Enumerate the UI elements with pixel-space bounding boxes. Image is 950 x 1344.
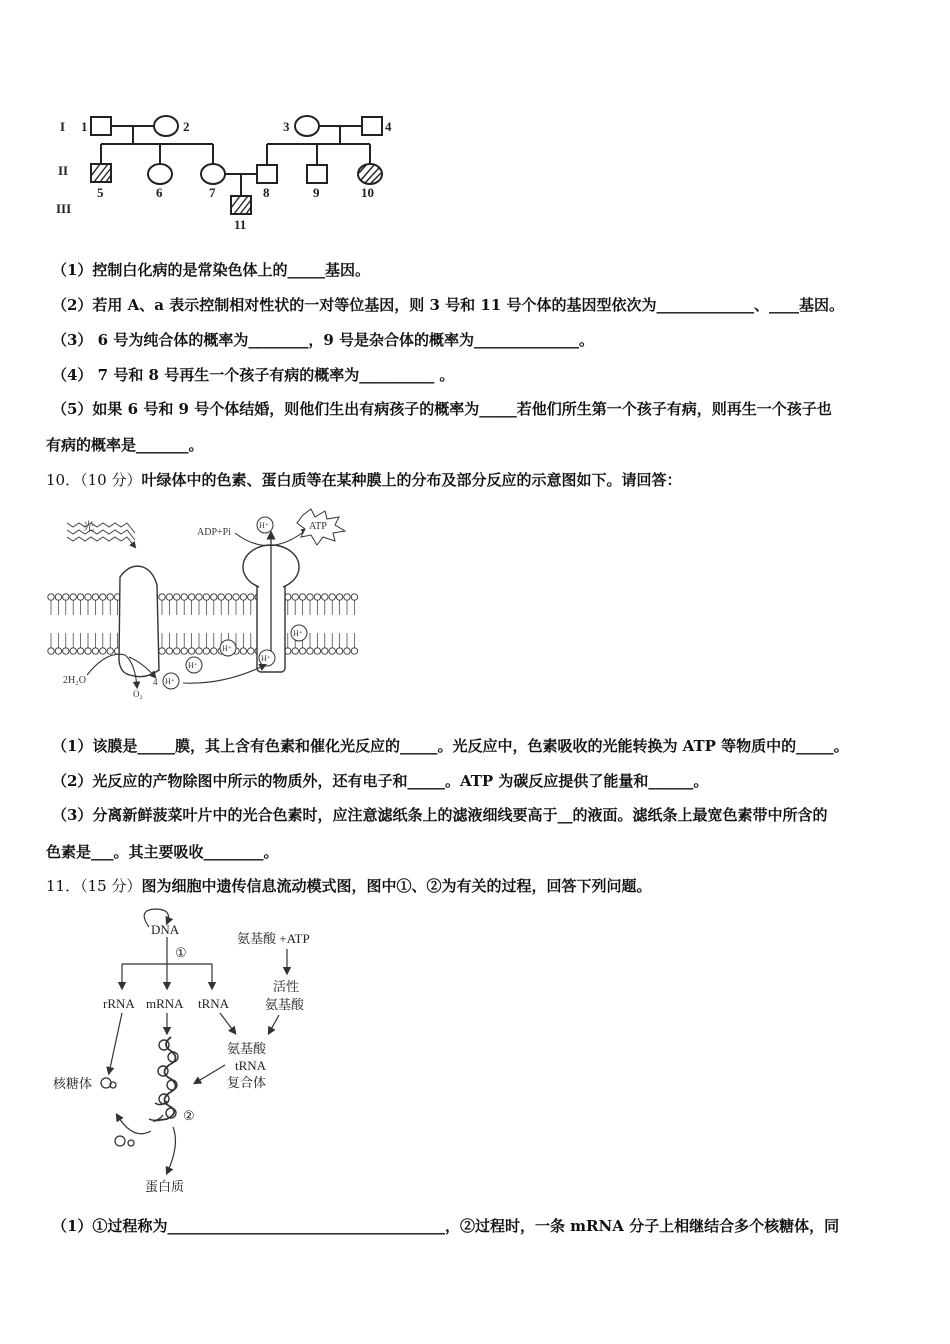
complex-label-1: 氨基酸 xyxy=(227,1041,267,1056)
q10-score: （10 分） xyxy=(80,471,142,489)
individual-6-female xyxy=(148,164,172,184)
q10-item-2: （2）光反应的产物除图中所示的物质外，还有电子和_____。ATP 为碳反应提供了能量和______。 xyxy=(52,772,709,790)
light-label: 光 xyxy=(83,521,94,533)
process-1-label: ① xyxy=(175,945,187,960)
ribosome-label: 核糖体 xyxy=(53,1076,93,1091)
num-10: 10 xyxy=(361,185,374,200)
q9-item-2: （2）若用 A、a 表示控制相对性状的一对等位基因，则 3 号和 11 号个体的基因型依次为_____________、____基因。 xyxy=(52,296,844,314)
q10-item-3a: （3）分离新鲜菠菜叶片中的光合色素时，应注意滤纸条上的滤液细线要高于__的液面。滤纸条上最宽色素带中所含的 xyxy=(52,806,828,824)
q10-item-1: （1）该膜是_____膜，其上含有色素和催化光反应的_____。光反应中，色素吸收的光能转换为 ATP 等物质中的_____。 xyxy=(52,737,849,755)
active-label-1: 活性 xyxy=(273,979,300,994)
num-11: 11 xyxy=(234,217,247,232)
amino-atp-label: 氨基酸 +ATP xyxy=(237,931,310,946)
individual-2-female xyxy=(154,116,178,136)
process-2-label: ② xyxy=(183,1108,195,1123)
q11-stem xyxy=(46,876,651,896)
num-2: 2 xyxy=(183,119,190,134)
h-plus-1: H⁺ xyxy=(222,644,232,653)
q9-item-1: （1）控制白化病的是常染色体上的_____基因。 xyxy=(52,261,370,279)
gen-label-3: III xyxy=(56,201,72,216)
o2-label: O₂ xyxy=(133,689,143,699)
individual-10-affected-female xyxy=(358,164,382,184)
individual-4-male xyxy=(362,117,382,135)
individual-7-female xyxy=(201,164,225,184)
q9-item-5a: （5）如果 6 号和 9 号个体结婚，则他们生出有病孩子的概率为_____若他们所生第一个孩子有病，则再生一个孩子也 xyxy=(52,400,832,418)
photosystem-protein xyxy=(119,566,159,677)
num-7: 7 xyxy=(209,185,216,200)
individual-3-female xyxy=(295,116,319,136)
protein-label: 蛋白质 xyxy=(145,1179,185,1194)
q11-item-1: （1）①过程称为_____________________________________，②过程时，一条 mRNA 分子上相继结合多个核糖体，同 xyxy=(52,1217,840,1235)
thylakoid-membrane-diagram xyxy=(45,505,365,700)
q11-stem-text: 图为细胞中遗传信息流动模式图，图中①、②为有关的过程，回答下列问题。 xyxy=(141,877,652,895)
complex-label-3: 复合体 xyxy=(227,1075,267,1090)
lipid-bilayer xyxy=(48,594,358,654)
trna-label: tRNA xyxy=(198,996,230,1011)
num-5: 5 xyxy=(97,185,104,200)
q11-number: 11． xyxy=(46,877,81,895)
individual-8-male xyxy=(257,165,277,183)
num-1: 1 xyxy=(81,119,88,134)
individual-1-male xyxy=(91,117,111,135)
water-label: 2H₂O xyxy=(63,675,86,686)
q10-item-3b: 色素是___。其主要吸收________。 xyxy=(46,843,279,861)
h-plus-4: H⁺ xyxy=(261,654,271,663)
h-plus-5: H⁺ xyxy=(165,677,175,686)
num-4: 4 xyxy=(385,119,392,134)
q9-item-3: （3） 6 号为纯合体的概率为________，9 号是杂合体的概率为______________。 xyxy=(52,331,594,349)
q9-item-4: （4） 7 号和 8 号再生一个孩子有病的概率为__________ 。 xyxy=(52,366,455,384)
gen-label-2: II xyxy=(58,163,69,178)
h-plus-3: H⁺ xyxy=(293,629,303,638)
num-8: 8 xyxy=(263,185,270,200)
pedigree-chart xyxy=(50,108,410,233)
atp-label: ATP xyxy=(309,521,327,532)
active-label-2: 氨基酸 xyxy=(265,997,305,1012)
individual-9-male xyxy=(307,165,327,183)
mrna-label: mRNA xyxy=(146,996,184,1011)
q10-number: 10． xyxy=(46,471,81,489)
ribosome-free-small xyxy=(128,1140,134,1146)
q10-stem-text: 叶绿体中的色素、蛋白质等在某种膜上的分布及部分反应的示意图如下。请回答： xyxy=(141,471,682,489)
complex-label-2: tRNA xyxy=(235,1058,267,1073)
q11-score: （15 分） xyxy=(80,877,142,895)
gene-expression-diagram xyxy=(45,905,345,1200)
four-label: 4 xyxy=(153,677,158,687)
num-3: 3 xyxy=(283,119,290,134)
ribosome-free-large xyxy=(115,1136,125,1146)
gen-label-1: I xyxy=(60,119,66,134)
adp-label: ADP+Pi xyxy=(197,527,231,538)
num-9: 9 xyxy=(313,185,320,200)
q10-stem xyxy=(46,470,681,490)
num-6: 6 xyxy=(156,185,163,200)
ribosome-small-1 xyxy=(101,1078,111,1088)
dna-label: DNA xyxy=(151,922,180,937)
q9-item-5b: 有病的概率是_______。 xyxy=(46,436,204,454)
h-plus-top: H⁺ xyxy=(259,521,269,530)
rrna-label: rRNA xyxy=(103,996,135,1011)
h-plus-2: H⁺ xyxy=(188,661,198,670)
